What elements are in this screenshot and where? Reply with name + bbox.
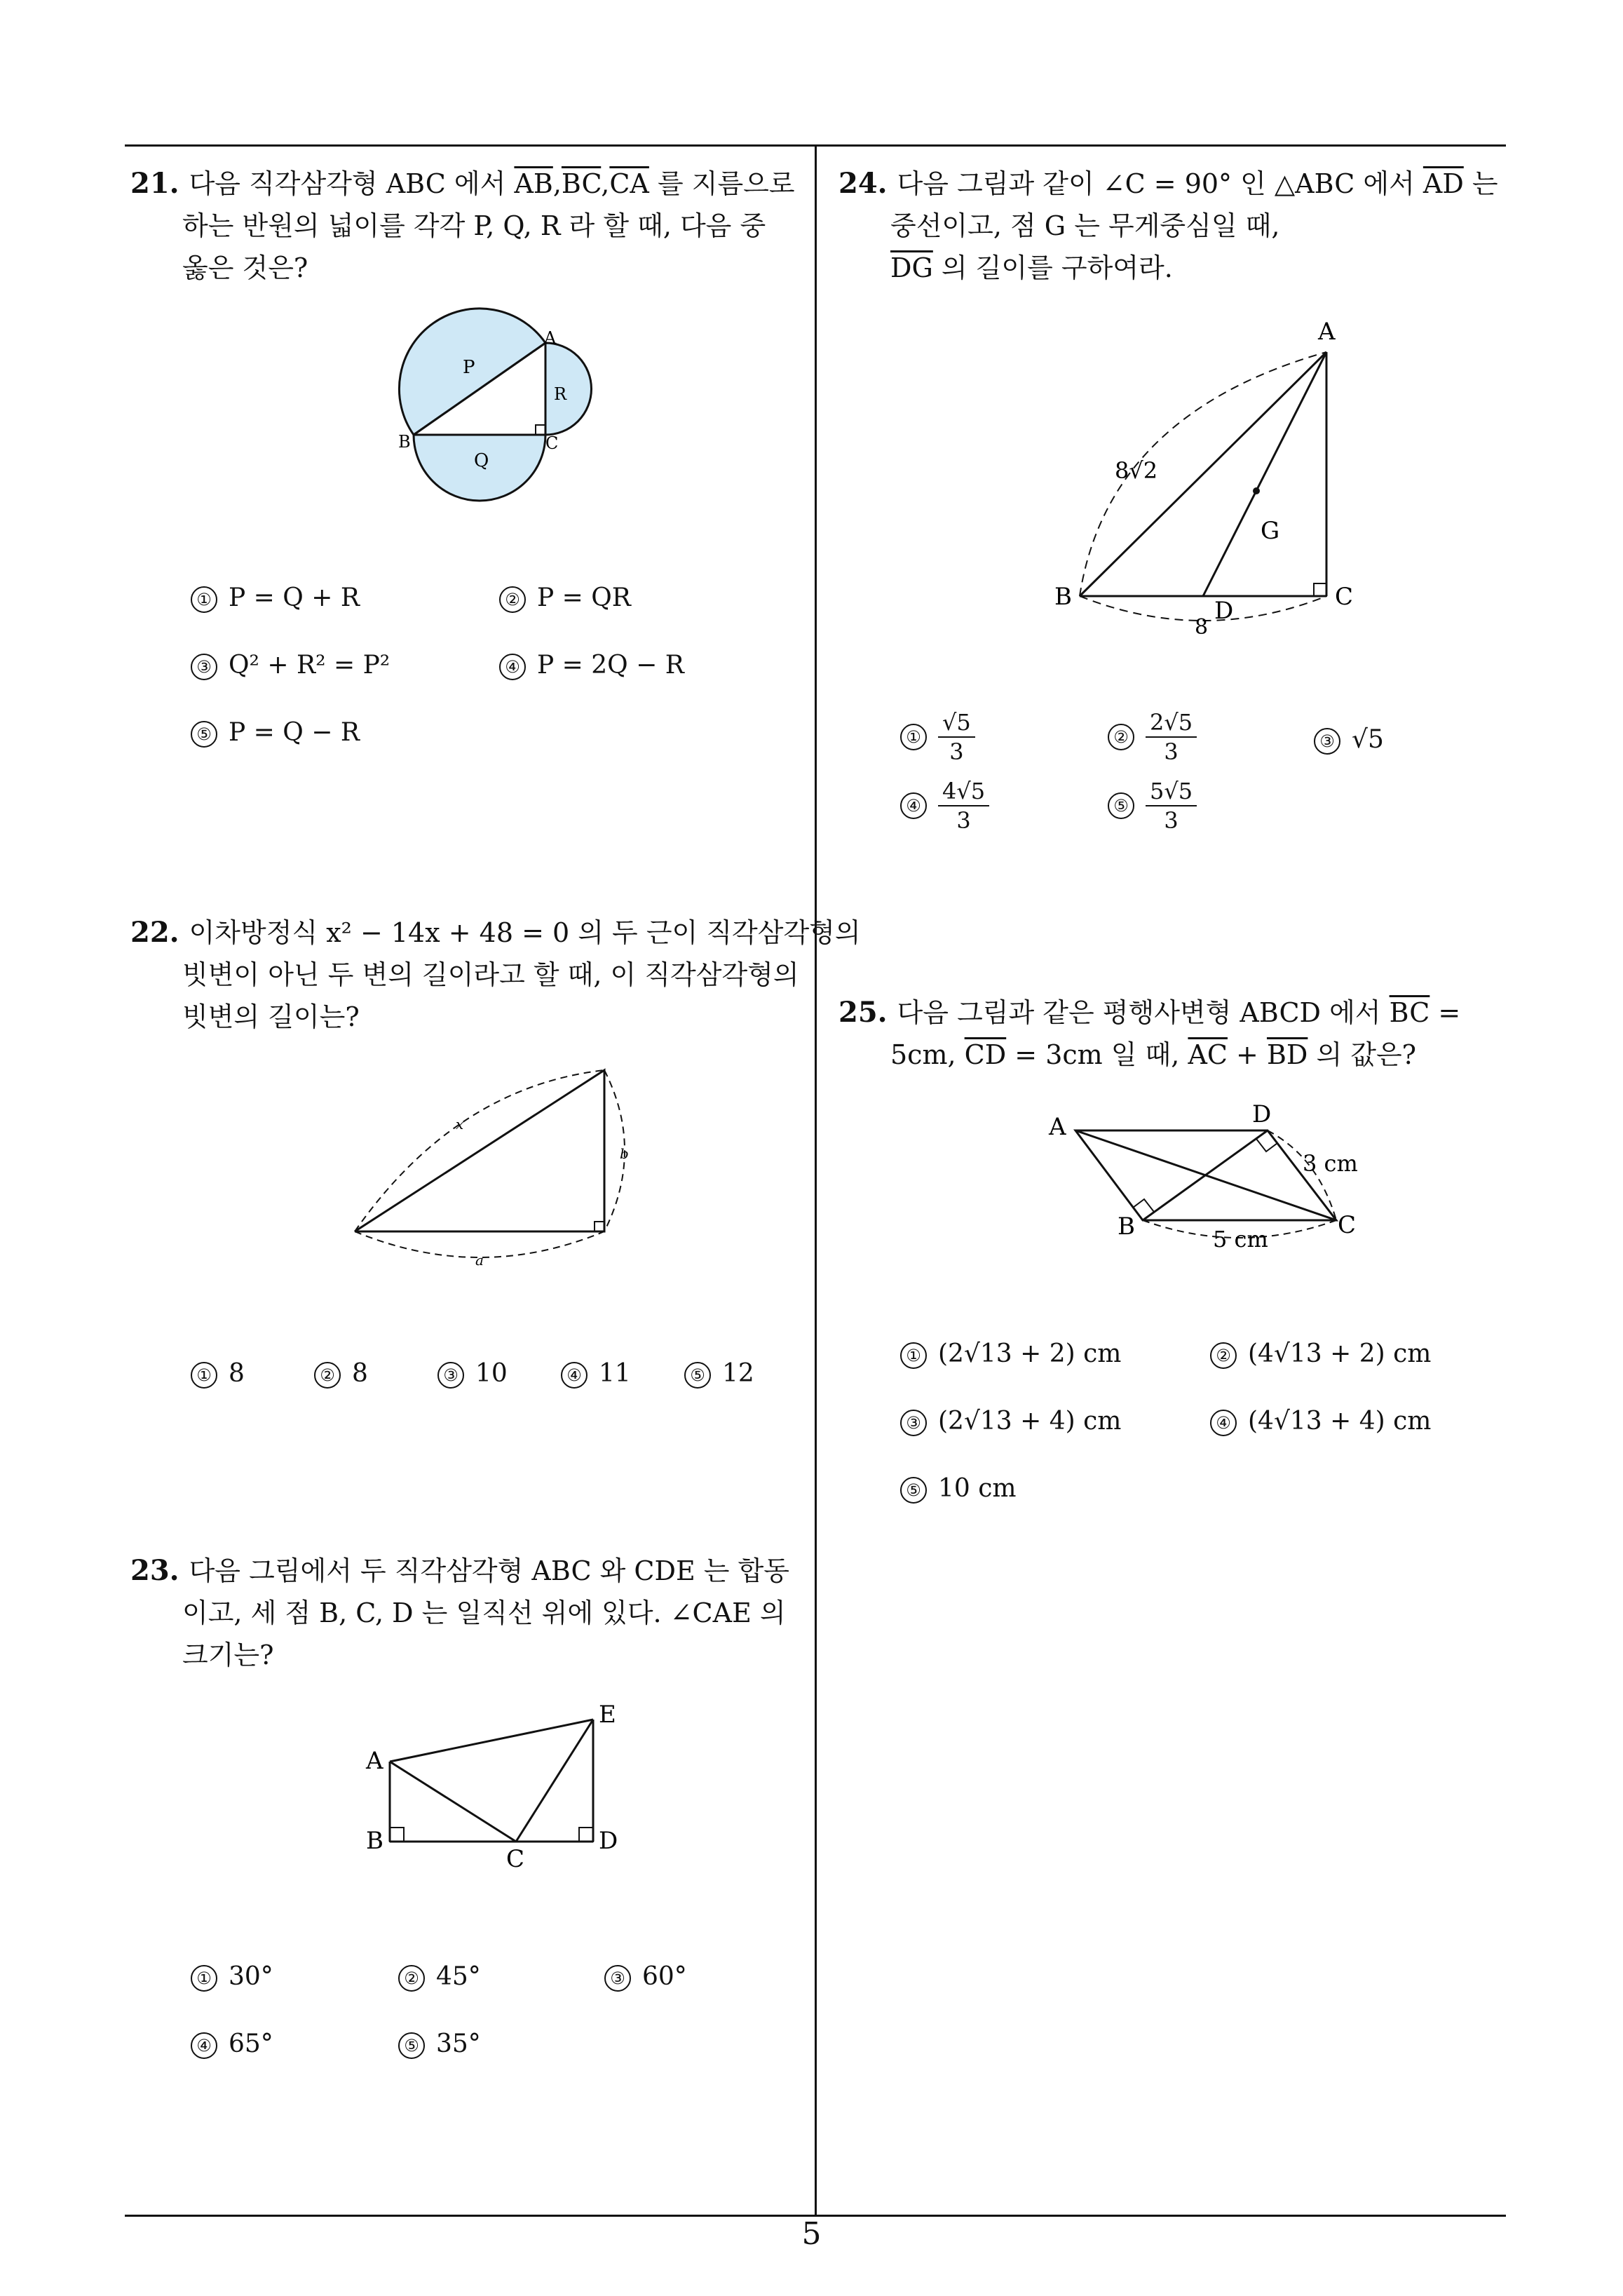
label-C: C: [1335, 583, 1354, 611]
segment-label: $\overline{BC}$: [1389, 997, 1430, 1028]
option-marker: ④: [561, 1362, 588, 1389]
label-A: A: [1318, 318, 1336, 346]
segment-label: $\overline{CA}$: [609, 168, 649, 199]
option-text: 30°: [229, 1962, 273, 1991]
label-C: C: [545, 433, 559, 453]
option-marker: ①: [900, 724, 927, 750]
label-BC-length: 5 cm: [1213, 1226, 1268, 1252]
question-text: 중선이고, 점 G 는 무게중심일 때,: [890, 210, 1280, 241]
option-4[interactable]: [191, 2030, 273, 2059]
numerator: 4√5: [938, 777, 989, 806]
question-text: = 3cm 일 때,: [1006, 1039, 1188, 1070]
option-2[interactable]: [499, 583, 631, 613]
option-text: P = QR: [537, 583, 631, 612]
option-marker: ⑤: [1108, 792, 1134, 819]
option-text: (2√13 + 2) cm: [938, 1339, 1122, 1368]
label-B: B: [1118, 1213, 1135, 1241]
label-G: G: [1261, 517, 1280, 545]
question-text: 이고, 세 점 B, C, D 는 일직선 위에 있다. ∠CAE 의: [182, 1598, 786, 1628]
label-C: C: [1338, 1211, 1357, 1239]
question-text: 하는 반원의 넓이를 각각 P, Q, R 라 할 때, 다음 중: [182, 210, 766, 241]
option-3[interactable]: [604, 1962, 687, 1992]
option-5[interactable]: [900, 1474, 1017, 1504]
option-marker: ④: [191, 2032, 217, 2059]
option-text: P = Q + R: [229, 583, 360, 612]
option-marker: ③: [191, 654, 217, 680]
numerator: 5√5: [1146, 777, 1197, 806]
option-1[interactable]: [900, 1339, 1121, 1369]
option-4[interactable]: [900, 777, 989, 835]
option-marker: ③: [900, 1410, 927, 1436]
denominator: 3: [949, 738, 964, 765]
option-1[interactable]: [191, 1359, 245, 1389]
label-C: C: [506, 1845, 525, 1873]
option-marker: ②: [398, 1965, 425, 1992]
question-text: 다음 그림과 같이 ∠C = 90° 인 △ABC 에서: [897, 168, 1423, 199]
option-text: P = 2Q − R: [537, 651, 684, 680]
label-b: b: [620, 1145, 629, 1162]
option-fraction: [1146, 777, 1197, 835]
label-Q: Q: [474, 450, 489, 471]
label-B: B: [366, 1827, 383, 1855]
label-CD-length: 3 cm: [1303, 1150, 1358, 1177]
option-marker: ③: [1314, 728, 1340, 755]
label-E: E: [599, 1701, 616, 1729]
option-text: (4√13 + 2) cm: [1248, 1339, 1432, 1368]
semicircles-figure: [393, 323, 603, 505]
option-marker: ④: [499, 654, 526, 680]
option-text: (4√13 + 4) cm: [1248, 1407, 1432, 1436]
numerator: √5: [938, 708, 975, 738]
option-text: 12: [722, 1359, 754, 1388]
question-number: 23.: [130, 1554, 179, 1587]
label-R: R: [554, 384, 567, 404]
label-AB-length: 8√2: [1115, 457, 1158, 484]
option-1[interactable]: [191, 583, 360, 613]
question-25: [838, 992, 1512, 1076]
option-marker: ①: [191, 586, 217, 613]
question-text: 빗변이 아닌 두 변의 길이라고 할 때, 이 직각삼각형의: [182, 959, 799, 990]
option-4[interactable]: [1210, 1407, 1431, 1436]
option-marker: ⑤: [398, 2032, 425, 2059]
column-divider: [815, 144, 817, 2217]
option-3[interactable]: [437, 1359, 508, 1389]
question-text: =: [1430, 997, 1461, 1028]
option-5[interactable]: [191, 718, 360, 748]
label-D: D: [599, 1827, 618, 1855]
option-3[interactable]: [1314, 725, 1384, 755]
option-1[interactable]: [900, 708, 975, 766]
option-text: 35°: [436, 2030, 481, 2058]
question-23: [130, 1550, 803, 1676]
congruent-triangles-figure: [358, 1697, 652, 1879]
label-D: D: [1252, 1100, 1272, 1128]
question-number: 21.: [130, 167, 179, 200]
option-marker: ⑤: [900, 1477, 927, 1504]
question-text: 의 길이를 구하여라.: [932, 252, 1173, 283]
question-text: 이차방정식 x² − 14x + 48 = 0 의 두 근이 직각삼각형의: [189, 917, 861, 948]
operator: +: [1227, 1039, 1267, 1070]
label-P: P: [463, 357, 475, 378]
option-1[interactable]: [191, 1962, 273, 1992]
option-2[interactable]: [1210, 1339, 1431, 1369]
label-D: D: [1214, 597, 1234, 625]
denominator: 3: [956, 807, 971, 834]
parallelogram-figure: [1045, 1101, 1381, 1262]
option-marker: ②: [1108, 724, 1134, 750]
option-text: P = Q − R: [229, 718, 360, 747]
option-text: √5: [1352, 725, 1384, 754]
question-text: 다음 직각삼각형 ABC 에서: [189, 168, 515, 199]
segment-label: $\overline{BD}$: [1266, 1039, 1308, 1070]
segment-label: $\overline{AB}$: [514, 168, 553, 199]
option-2[interactable]: [398, 1962, 481, 1992]
question-22: [130, 912, 861, 1038]
page-number: 5: [801, 2216, 822, 2252]
segment-label: $\overline{DG}$: [890, 252, 933, 283]
label-A: A: [366, 1747, 383, 1775]
option-4[interactable]: [561, 1359, 631, 1389]
option-text: 10: [475, 1359, 508, 1388]
question-number: 25.: [838, 996, 888, 1029]
label-A: A: [1049, 1113, 1066, 1141]
option-5[interactable]: [684, 1359, 754, 1389]
option-text: 60°: [642, 1962, 687, 1991]
option-text: Q² + R² = P²: [229, 651, 391, 680]
option-fraction: [938, 708, 975, 766]
option-3[interactable]: [900, 1407, 1121, 1436]
option-marker: ①: [191, 1362, 217, 1389]
centroid-triangle-figure: [1052, 316, 1360, 645]
option-marker: ①: [900, 1342, 927, 1369]
option-text: 65°: [229, 2030, 273, 2058]
question-text: 의 값은?: [1308, 1039, 1417, 1070]
option-2[interactable]: [314, 1359, 368, 1389]
segment-label: $\overline{BC}$: [561, 168, 602, 199]
option-text: 11: [599, 1359, 631, 1388]
option-marker: ②: [1210, 1342, 1237, 1369]
segment-label: $\overline{AD}$: [1422, 168, 1464, 199]
option-text: 45°: [436, 1962, 481, 1991]
option-text: 8: [352, 1359, 368, 1388]
denominator: 3: [1164, 807, 1179, 834]
label-x: x: [456, 1116, 464, 1133]
segment-label: $\overline{CD}$: [964, 1039, 1007, 1070]
option-2[interactable]: [1108, 708, 1197, 766]
option-3[interactable]: [191, 651, 390, 680]
option-fraction: [938, 777, 989, 835]
question-24: [838, 163, 1512, 289]
question-text: 를 지름으로: [648, 168, 795, 199]
option-marker: ④: [900, 792, 927, 819]
numerator: 2√5: [1146, 708, 1197, 738]
option-text: (2√13 + 4) cm: [938, 1407, 1122, 1436]
question-text: 옳은 것은?: [182, 252, 308, 283]
question-text: 크기는?: [182, 1640, 274, 1670]
option-5[interactable]: [398, 2030, 481, 2059]
right-triangle-figure: [351, 1059, 645, 1276]
option-text: 10 cm: [938, 1474, 1017, 1503]
option-marker: ②: [314, 1362, 341, 1389]
question-text: 빗변의 길이는?: [182, 1001, 360, 1032]
question-text: 는: [1463, 168, 1498, 199]
separator: ,: [601, 168, 610, 199]
question-number: 22.: [130, 916, 179, 949]
option-4[interactable]: [499, 651, 684, 680]
label-BC-length: 8: [1195, 615, 1209, 640]
label-a: a: [475, 1252, 484, 1269]
option-marker: ②: [499, 586, 526, 613]
option-marker: ③: [437, 1362, 464, 1389]
option-fraction: [1146, 708, 1197, 766]
separator: ,: [552, 168, 562, 199]
question-text: 다음 그림과 같은 평행사변형 ABCD 에서: [897, 997, 1390, 1028]
question-21: [130, 163, 803, 289]
question-text: 다음 그림에서 두 직각삼각형 ABC 와 CDE 는 합동: [189, 1555, 789, 1586]
question-text: 5cm,: [890, 1039, 965, 1070]
label-B: B: [398, 432, 411, 452]
option-text: 8: [229, 1359, 245, 1388]
segment-label: $\overline{AC}$: [1188, 1039, 1228, 1070]
denominator: 3: [1164, 738, 1179, 765]
question-number: 24.: [838, 167, 888, 200]
option-5[interactable]: [1108, 777, 1197, 835]
label-B: B: [1054, 583, 1072, 611]
option-marker: ④: [1210, 1410, 1237, 1436]
option-marker: ⑤: [684, 1362, 711, 1389]
option-marker: ①: [191, 1965, 217, 1992]
label-A: A: [544, 328, 557, 348]
option-marker: ⑤: [191, 721, 217, 748]
option-marker: ③: [604, 1965, 631, 1992]
